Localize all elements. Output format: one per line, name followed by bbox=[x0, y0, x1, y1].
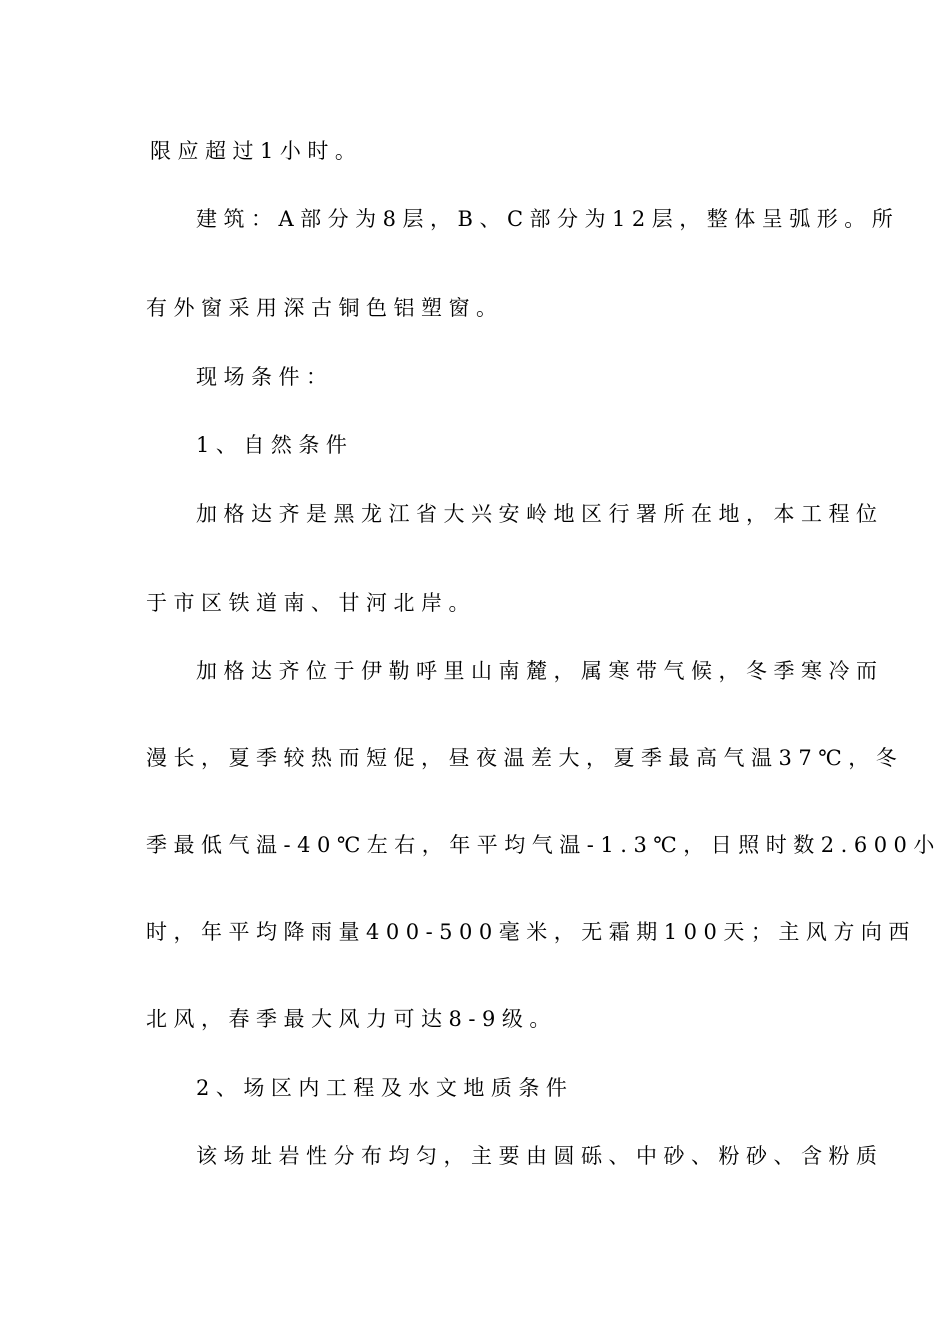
text-line-8: 加格达齐位于伊勒呼里山南麓，属寒带气候，冬季寒冷而 bbox=[196, 659, 884, 683]
text-line-1: 限应超过1小时。 bbox=[150, 139, 363, 163]
section-heading-site-conditions: 现场条件： bbox=[196, 365, 334, 389]
text-line-11: 时，年平均降雨量400-500毫米，无霜期100天；主风方向西 bbox=[146, 920, 916, 944]
text-line-14: 该场址岩性分布均匀，主要由圆砾、中砂、粉砂、含粉质 bbox=[196, 1144, 884, 1168]
text-line-9: 漫长，夏季较热而短促，昼夜温差大，夏季最高气温37℃，冬 bbox=[146, 746, 904, 770]
text-line-6: 加格达齐是黑龙江省大兴安岭地区行署所在地，本工程位 bbox=[196, 502, 884, 526]
subheading-engineering-hydrogeology: 2、场区内工程及水文地质条件 bbox=[196, 1076, 574, 1100]
text-line-7: 于市区铁道南、甘河北岸。 bbox=[146, 591, 476, 615]
subheading-natural-conditions: 1、自然条件 bbox=[196, 433, 354, 457]
text-line-12: 北风，春季最大风力可达8-9级。 bbox=[146, 1007, 557, 1031]
text-line-2: 建筑：A部分为8层，B、C部分为12层，整体呈弧形。所 bbox=[196, 207, 900, 231]
text-line-10: 季最低气温-40℃左右，年平均气温-1.3℃，日照时数2.600小 bbox=[146, 833, 941, 857]
text-line-3: 有外窗采用深古铜色铝塑窗。 bbox=[146, 296, 504, 320]
